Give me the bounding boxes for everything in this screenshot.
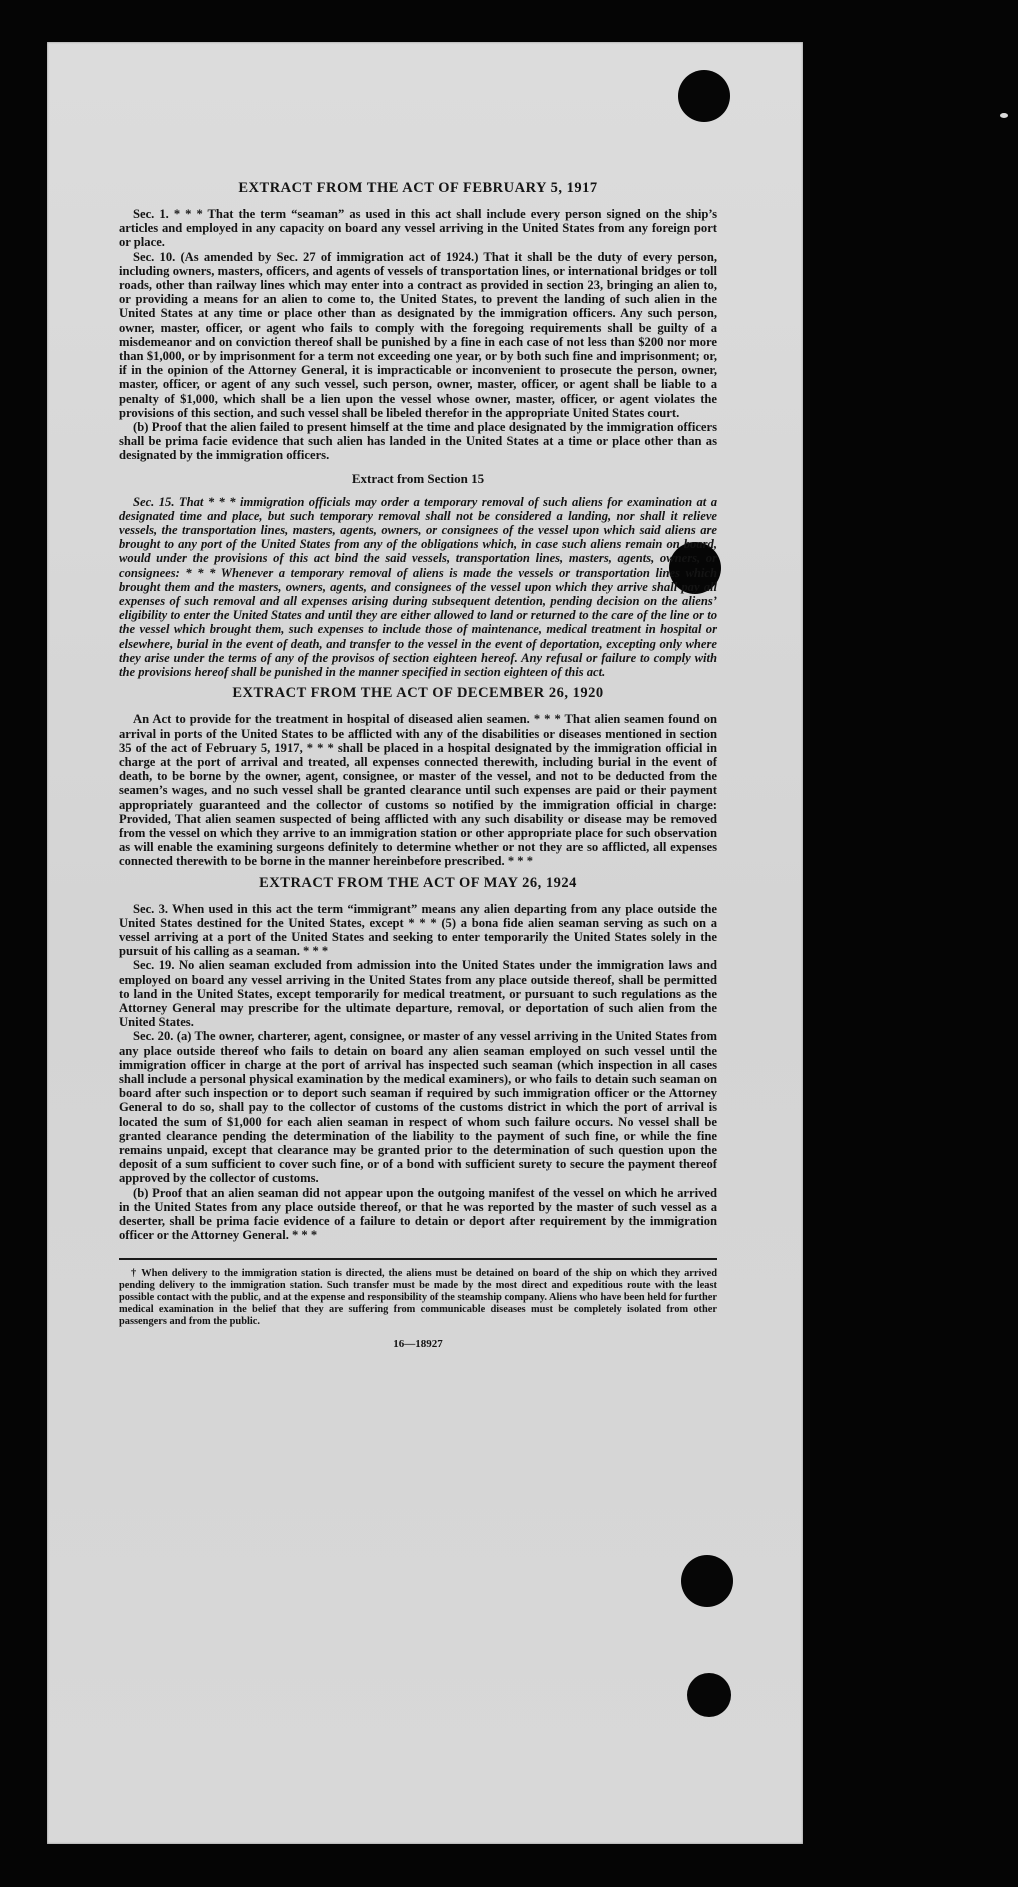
heading-section-15: Extract from Section 15: [351, 470, 485, 486]
footnote-divider: [119, 1258, 717, 1260]
paragraph-sec-10b: (b) Proof that the alien failed to present himself at the time and place designated by the immigration officers shall be prima facie evidence that such alien has landed in the United States at a time or place other than as designated by the immigration officers.: [119, 420, 717, 463]
paragraph-act-1920: An Act to provide for the treatment in hospital of diseased alien seamen. * * * That alien seamen found on arrival in ports of the United States to be afflicted with any of the disabilities or diseases mentioned in section 35 of the act of February 5, 1917, * * * shall be placed in a hospital designated by the immigration official in charge at the port of arrival and treated, all expenses connected therewith, including burial in the event of death, to be borne by the owner, agent, consignee, or master of the vessel, and not to be deducted from the seamen’s wages, and no such vessel shall be granted clearance until such expenses are paid or their payment appropriately guaranteed and the collector of customs so notified by the immigration official in charge: Provided, That alien seamen suspected of being afflicted with any such disability or disease may be removed from the vessel on which they arrive to an immigration station or other appropriate place for such observation as will enable the examining surgeons definitely to determine whether or not they are so afflicted, all expenses connected therewith to be borne in the manner hereinbefore prescribed. * * *: [119, 712, 717, 869]
paragraph-sec-20b: (b) Proof that an alien seaman did not appear upon the outgoing manifest of the vessel on which he arrived in the United States from any place outside thereof, or that he was reported by the master of such vessel as a deserter, shall be prima facie evidence of a failure to detain or deport after requirement by the immigration officer or the Attorney General. * * *: [119, 1185, 717, 1243]
section-act-1917: [119, 180, 717, 463]
punch-hole-bottom: [687, 1673, 731, 1717]
paragraph-sec-1: Sec. 1. * * * That the term “seaman” as used in this act shall include every person signed on the ship’s articles and employed in any capacity on board any vessel arriving in the United States from any foreign port or place.: [119, 207, 717, 250]
section-extract-15: [119, 471, 717, 680]
scan-speck: [1000, 113, 1008, 118]
section-act-1920: [119, 685, 717, 868]
punch-hole-top: [678, 70, 730, 122]
document-text: [119, 180, 717, 1350]
footnote: † When delivery to the immigration station is directed, the aliens must be detained on board of the ship on which they arrived pending delivery to the immigration station. Such transfer must be made by the most direct and expeditious route with the least possible contact with the public, and at the expense and responsibility of the steamship company. Aliens who have been held for further medical examination in the belief that they are suffering from communicable diseases must be completely isolated from other passengers and from the public.: [119, 1268, 717, 1328]
paragraph-sec-15: Sec. 15. That * * * immigration officials may order a temporary removal of such aliens for examination at a designated time and place, but such temporary removal shall not be considered a landing, nor shall it relieve vessels, the transportation lines, masters, agents, owners, or consignees of the vessel upon which said aliens are brought to any port of the United States from any of the obligations which, in case such aliens remain on board, would under the provisions of this act bind the said vessels, transportation lines, masters, agents, owners, or consignees: * * * Whenever a temporary removal of aliens is made the vessels or transportation lines which brought them and the masters, owners, agents, and consignees of the vessel upon which they arrive shall pay all expenses of such removal and all expenses arising during subsequent detention, pending decision on the aliens’ eligibility to enter the United States and until they are either allowed to land or returned to the care of the line or to the vessel which brought them, such expenses to include those of maintenance, medical treatment in hospital or elsewhere, burial in the event of death, and transfer to the vessel in the event of deportation, excepting only where they arise under the terms of any of the provisos of section eighteen hereof. Any refusal or failure to comply with the provisions hereof shall be punished in the manner specified in section eighteen of this act.: [119, 494, 717, 680]
heading-act-1917: EXTRACT FROM THE ACT OF FEBRUARY 5, 1917: [238, 180, 598, 196]
paragraph-sec-19: Sec. 19. No alien seaman excluded from admission into the United States under the immigration laws and employed on board any vessel arriving in the United States from any place outside thereof, shall be permitted to land in the United States, except temporarily for medical treatment, or pursuant to such regulations as the Attorney General may prescribe for the ultimate departure, removal, or deportation of such alien from the United States.: [119, 958, 717, 1030]
section-act-1924: [119, 875, 717, 1243]
document-page: [47, 42, 803, 1844]
heading-act-1920: EXTRACT FROM THE ACT OF DECEMBER 26, 1920: [232, 685, 604, 702]
punch-hole-lower: [681, 1555, 733, 1607]
heading-act-1924: EXTRACT FROM THE ACT OF MAY 26, 1924: [259, 874, 577, 891]
paragraph-sec-20a: Sec. 20. (a) The owner, charterer, agent, consignee, or master of any vessel arriving in the United States from any place outside thereof who fails to detain on board any alien seaman employed on such vessel until the immigration officer in charge at the port of arrival has inspected such seaman (which inspection in all cases shall include a personal physical examination by the medical examiners), or who fails to detain such seaman on board after such inspection or to deport such seaman if required by such immigration officer or the Attorney General to do so, shall pay to the collector of customs of the customs district in which the port of arrival is located the sum of $1,000 for each alien seaman in respect of whom such failure occurs. No vessel shall be granted clearance pending the determination of the liability to the payment of such fine, or while the fine remains unpaid, except that clearance may be granted prior to the determination of such question upon the deposit of a sum sufficient to cover such fine, or of a bond with sufficient surety to secure the payment thereof approved by the collector of customs.: [119, 1029, 717, 1186]
paragraph-sec-10: Sec. 10. (As amended by Sec. 27 of immigration act of 1924.) That it shall be the duty of every person, including owners, masters, officers, and agents of vessels of transportation lines, or international bridges or toll roads, other than railway lines which may enter into a contract as provided in section 23, bringing an alien to, or providing a means for an alien to come to, the United States, to prevent the landing of such alien in the United States at any time or place other than as designated by the immigration officers. Any such person, owner, master, officer, or agent who fails to comply with the foregoing requirements shall be guilty of a misdemeanor and on conviction thereof shall be punished by a fine in each case of not less than $200 nor more than $1,000, or by imprisonment for a term not exceeding one year, or by both such fine and imprisonment; or, if in the opinion of the Attorney General, it is impracticable or inconvenient to prosecute the person, owner, master, officer, or agent of any such vessel, such person, owner, master, officer, or agent shall be liable to a penalty of $1,000, which shall be a lien upon the vessel whose owner, master, officer, or agent violates the provisions of this section, and such vessel shall be libeled therefor in the appropriate United States court.: [119, 249, 717, 420]
document-number: 16—18927: [393, 1338, 443, 1351]
paragraph-sec-3: Sec. 3. When used in this act the term “immigrant” means any alien departing from any place outside the United States destined for the United States, except * * * (5) a bona fide alien seaman serving as such on a vessel arriving at a port of the United States and seeking to enter temporarily the United States solely in the pursuit of his calling as a seaman. * * *: [119, 901, 717, 959]
